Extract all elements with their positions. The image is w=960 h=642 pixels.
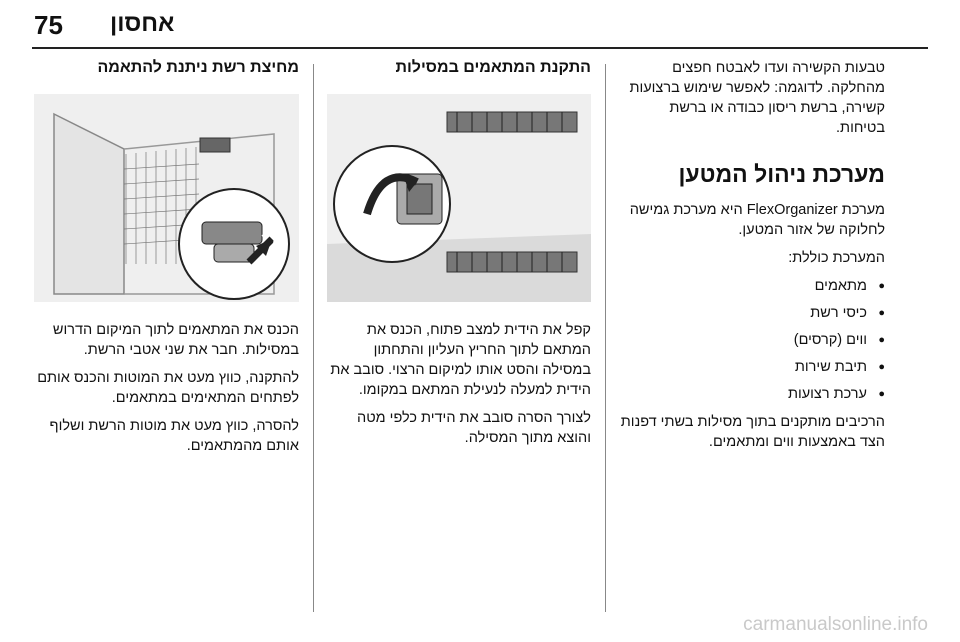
net-partition-para-2: להתקנה, כווץ מעט את המוטות והכנס אותם לפתחים המתאימים במתאמים. [37,370,299,406]
watermark: carmanualsonline.info [743,614,928,635]
flexorganizer-description: מערכת FlexOrganizer היא מערכת גמישה לחלוקה של אזור המטען. [629,202,885,238]
column-load-management [617,58,885,460]
list-item: ● כיסי רשת [617,303,885,323]
section-title: אחסון [110,10,175,37]
cargo-net-drawing [34,94,299,302]
list-item: ● ערכת רצועות [617,384,885,404]
tie-down-intro: טבעות הקשירה ועדו לאבטח חפצים מהחלקה. לדוגמה: לאפשר שימוש ברצועות קשירה, ברשת ריסון כבודה או ברשת בטיחות. [629,60,885,136]
adapters-illustration [327,94,591,302]
column-divider [605,64,606,612]
column-adapters [327,58,591,456]
system-includes-label: המערכת כוללת: [788,250,885,266]
header-rule [32,47,928,49]
components-mounting-note: הרכיבים מותקנים בתוך מסילות בשתי דפנות הצד באמצעות ווים ומתאמים. [620,414,885,450]
column-divider [313,64,314,612]
adapters-heading: התקנת המתאמים במסילות [395,59,591,76]
net-partition-para-1: הכנס את המתאמים לתוך המיקום הדרוש במסילות. חבר את שני אטבי הרשת. [52,322,299,358]
load-management-heading: מערכת ניהול המטען [678,161,885,187]
net-partition-heading: מחיצת רשת ניתנת להתאמה [97,59,299,76]
net-partition-para-3: להסרה, כווץ מעט את מוטות הרשת ושלוף אותם מהמתאמים. [49,418,299,454]
adapters-para-1: קפל את הידית למצב פתוח, הכנס את המתאם לתוך החריץ העליון והתחתון במסילה והסט אותו למיקום הרצוי. סובב את הידית למעלה לנעילת המתאם במקומו. [330,322,591,398]
adapters-para-2: לצורך הסרה סובב את הידית כלפי מטה והוצא מתוך המסילה. [357,410,591,446]
components-list [617,276,885,404]
net-partition-illustration [34,94,299,302]
list-item: ● תיבת שירות [617,357,885,377]
list-item: ● מתאמים [617,276,885,296]
page-number: 75 [34,10,63,40]
column-net-partition [34,58,299,464]
list-item: ● ווים (קרסים) [617,330,885,350]
rail-adapter-drawing [327,94,591,302]
